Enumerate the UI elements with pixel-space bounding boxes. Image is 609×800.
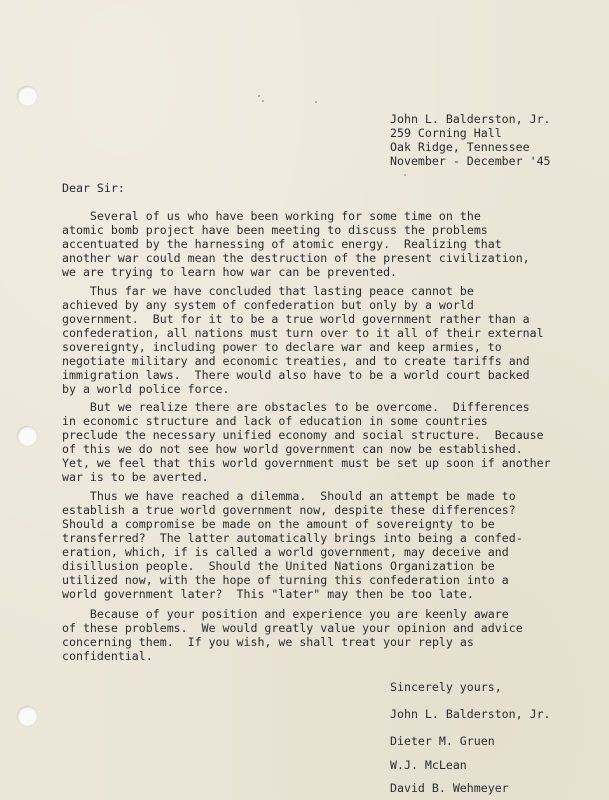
sender-name: John L. Balderston, Jr. xyxy=(390,112,551,126)
body-line: atomic bomb project have been meeting to discuss the problems xyxy=(62,223,488,237)
signatory-name: David B. Wehmeyer xyxy=(390,781,509,795)
body-line: achieved by any system of confederation but only by a world xyxy=(62,298,474,312)
body-line: confederation, all nations must turn over to it all of their external xyxy=(62,326,544,340)
body-line: But we realize there are obstacles to be overcome. Differences xyxy=(62,400,530,414)
body-line: Yet, we feel that this world government must be set up soon if another xyxy=(62,456,551,470)
salutation: Dear Sir: xyxy=(62,181,125,195)
body-line: Several of us who have been working for some time on the xyxy=(62,209,481,223)
body-line: we are trying to learn how war can be prevented. xyxy=(62,265,398,279)
punch-hole xyxy=(17,426,37,446)
body-line: establish a true world government now, despite these differences? xyxy=(62,503,516,517)
body-line: of these problems. We would greatly value your opinion and advice xyxy=(62,621,523,635)
signatory-name: John L. Balderston, Jr. xyxy=(390,707,551,721)
punch-hole xyxy=(17,706,37,726)
paper-speck xyxy=(404,174,406,176)
body-line: concerning them. If you wish, we shall treat your reply as xyxy=(62,635,474,649)
body-line: eration, which, if is called a world government, may deceive and xyxy=(62,545,509,559)
body-line: by a world police force. xyxy=(62,382,230,396)
body-line: preclude the necessary unified economy and social structure. Because xyxy=(62,428,544,442)
body-line: sovereignty, including power to declare war and keep armies, to xyxy=(62,340,502,354)
body-line: in economic structure and lack of education in some countries xyxy=(62,414,488,428)
paper-speck xyxy=(258,95,260,97)
punch-hole xyxy=(17,86,37,106)
closing: Sincerely yours, xyxy=(390,680,502,694)
body-line: utilized now, with the hope of turning this confederation into a xyxy=(62,573,509,587)
body-line: Should a compromise be made on the amount of sovereignty to be xyxy=(62,517,495,531)
signatory-name: W.J. McLean xyxy=(390,758,467,772)
body-line: world government later? This "later" may then be too late. xyxy=(62,587,474,601)
letter-date: November - December '45 xyxy=(390,154,551,168)
paper-speck xyxy=(262,100,264,102)
body-line: negotiate military and economic treaties, and to create tariffs and xyxy=(62,354,530,368)
body-line: another war could mean the destruction of the present civilization, xyxy=(62,251,530,265)
paper-speck xyxy=(315,101,317,103)
sender-street: 259 Corning Hall xyxy=(390,126,502,140)
body-line: confidential. xyxy=(62,649,153,663)
body-line: government. But for it to be a true world government rather than a xyxy=(62,312,530,326)
body-line: Thus we have reached a dilemma. Should an attempt be made to xyxy=(62,489,516,503)
signatory-name: Dieter M. Gruen xyxy=(390,734,495,748)
body-line: Because of your position and experience you are keenly aware xyxy=(62,607,509,621)
sender-city: Oak Ridge, Tennessee xyxy=(390,140,530,154)
body-line: immigration laws. There would also have to be a world court backed xyxy=(62,368,530,382)
body-line: transferred? The latter automatically brings into being a confed- xyxy=(62,531,523,545)
body-line: accentuated by the harnessing of atomic energy. Realizing that xyxy=(62,237,502,251)
body-line: of this we do not see how world government can now be established. xyxy=(62,442,523,456)
body-line: war is to be averted. xyxy=(62,470,209,484)
body-line: disillusion people. Should the United Nations Organization be xyxy=(62,559,495,573)
body-line: Thus far we have concluded that lasting peace cannot be xyxy=(62,284,474,298)
